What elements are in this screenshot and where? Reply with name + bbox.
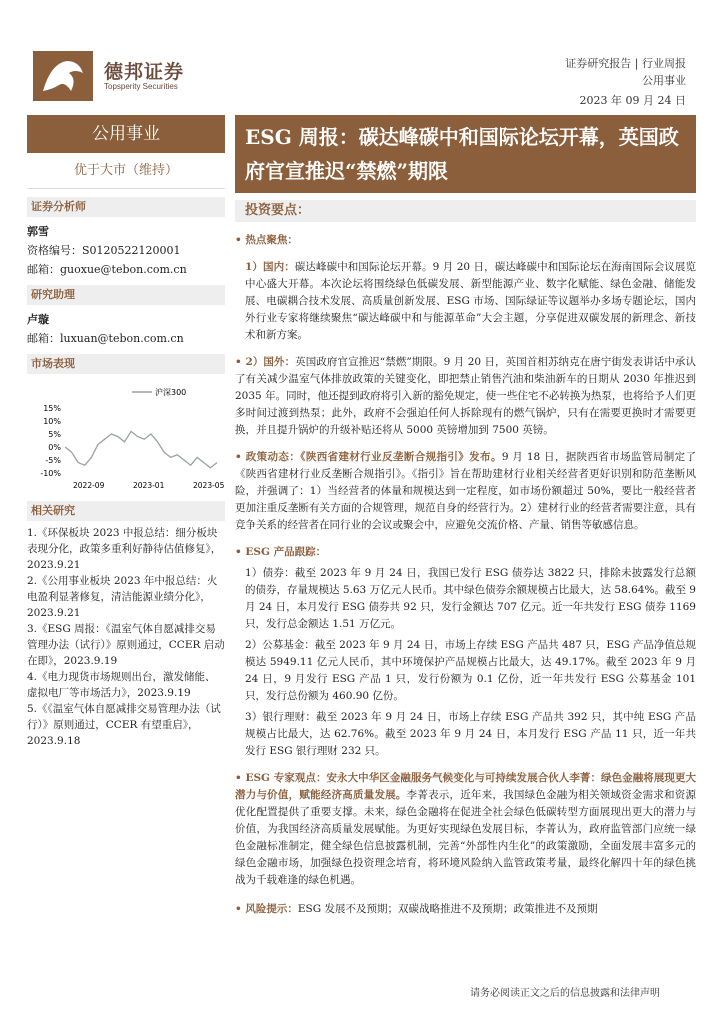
series-line xyxy=(65,431,217,467)
policy-paragraph xyxy=(235,449,696,534)
hot-paragraph-2 xyxy=(235,354,696,439)
hot2-section xyxy=(235,354,696,439)
sector-title: 公用事业 xyxy=(27,115,225,153)
investment-points-heading: 投资要点： xyxy=(235,200,696,222)
bullet-icon: • xyxy=(235,772,246,784)
hot-paragraph-1 xyxy=(235,259,696,344)
bullet-icon: • xyxy=(235,234,246,246)
report-type: 证券研究报告 | 行业周报 xyxy=(565,57,686,70)
hot1-text: 碳达峰碳中和国际论坛开幕。9 月 20 日，碳达峰碳中和国际论坛在海南国际会议展览中心盛大开幕。本次论坛将围绕绿色低碳发展、新型能源产业、数字化赋能、绿色金融、储能发展、电碳耦合技术发展、高质量创新发展、ESG 市场、国际绿证等议题举办多场专题论坛，国内外行业专家将继续聚焦“碳达峰碳中和与能源革命”大会主题，分享促进双碳发展的新理念、新技术和新方案。 xyxy=(245,261,696,341)
legend-label: 沪深300 xyxy=(155,388,187,397)
bullet-icon: • xyxy=(235,356,246,368)
footer-disclaimer: 请务必阅读正文之后的信息披露和法律声明 xyxy=(470,988,660,999)
assistant-email[interactable]: 邮箱：luxuan@tebon.com.cn xyxy=(27,332,184,345)
risk-section xyxy=(235,901,696,918)
related-item[interactable]: 1.《环保板块 2023 中报总结：细分板块表现分化，政策多重利好静待估值修复》，2023.9.21 xyxy=(27,527,222,571)
logo-text-en: Topsperity Securities xyxy=(104,82,178,91)
y-tick-label: 10% xyxy=(43,417,61,426)
esg-heading: ESG 产品跟踪： xyxy=(245,546,327,558)
hot2-label: 2）国外： xyxy=(245,356,296,368)
esg-bond: 1）债券：截至 2023 年 9 月 24 日，我国已发行 ESG 债券达 3822 只，排除未披露发行总额的债券，存量规模达 5.63 万亿元人民币。其中绿色债券余额规模占比最大，达 58.64%。截至 9 月 24 日，本月发行 ESG 债券共 92 只，发行金额达 707 亿元。近一年共发行 ESG 债券 1169 只，发行总金额达 1.51 万亿元。 xyxy=(245,567,696,630)
risk-label: 风险提示： xyxy=(245,903,298,915)
logo-text-cn: 德邦证券 xyxy=(104,61,185,83)
tebon-logo-icon xyxy=(33,51,93,101)
bullet-icon: • xyxy=(235,451,246,463)
related-heading: 相关研究 xyxy=(27,501,225,521)
y-tick-label: 5% xyxy=(48,430,61,439)
main-content xyxy=(235,115,696,918)
report-title: ESG 周报：碳达峰碳中和国际论坛开幕，英国政府官宣推迟“禁燃”期限 xyxy=(235,115,696,193)
analyst-name: 郭雪 xyxy=(27,225,49,238)
related-item[interactable]: 2.《公用事业板块 2023 年中报总结：火电盈利显著修复，清洁能源业绩分化》，2023.9.21 xyxy=(27,575,218,619)
hot-heading: 热点聚焦： xyxy=(245,234,298,246)
expert-text: 李菁表示，近年来，我国绿色金融为相关领域资金需求和资源优化配置提供了重要支撑。未来，绿色金融将在促进全社会绿色低碳转型方面展现出更大的潜力与价值，为我国经济高质量发展赋能。为更好实现绿色发展目标，李菁认为，政府监管部门应统一绿色金融标准制定，健全绿色信息披露机制，完善“外部性内生化”的政策激励，全面发展丰富多元的绿色金融市场，加强绿色投资理念培育，将环境风险纳入监管政策考量，最终化解四十年的绿色挑战为千载难逢的绿色机遇。 xyxy=(235,789,697,886)
policy-label: 政策动态：《陕西省建材行业反垄断合规指引》发布。 xyxy=(245,451,502,463)
y-tick-label: 0% xyxy=(48,443,61,452)
report-header xyxy=(0,0,724,110)
market-chart-svg xyxy=(27,378,225,493)
expert-section xyxy=(235,770,696,889)
report-industry: 公用事业 xyxy=(642,74,686,87)
esg-wealth: 3）银行理财：截至 2023 年 9 月 24 日，市场上存续 ESG 产品共 392 只，其中纯 ESG 产品规模占比最大，达 62.76%。截至 2023 年 9 月 24 日，本月发行 ESG 产品 11 只，近一年共发行 ESG 银行理财 232 只。 xyxy=(245,711,696,757)
policy-text: 9 月 18 日，据陕西省市场监管局制定了《陕西省建材行业反垄断合规指引》。《指引》旨在帮助建材行业相关经营者更好识别和防范垄断风险，并强调了：1）当经营者的体量和规模达到一定程度，如市场份额超过 50%，要比一般经营者更加注重反垄断有关方面的合规管理，规范自身的经营行为。2）建材行业的经营者需要注意，具有竞争关系的经营者在同行业的会议或聚会中，应避免交流价格、产量、销售等敏感信息。 xyxy=(235,451,697,531)
x-tick-label: 2023-01 xyxy=(133,481,165,490)
market-chart xyxy=(27,378,225,493)
expert-label: ESG 专家观点：安永大中华区金融服务气候变化与可持续发展合伙人李菁：绿色金融将展现更大潜力与价值，赋能经济高质量发展。 xyxy=(235,772,696,801)
related-item[interactable]: 3.《ESG 周报：《温室气体自愿减排交易管理办法（试行）》原则通过，CCER 启动在即》，2023.9.19 xyxy=(27,623,225,667)
expert-paragraph xyxy=(235,770,696,889)
y-tick-label: 15% xyxy=(43,404,61,413)
related-list xyxy=(27,525,225,749)
bullet-icon: • xyxy=(235,546,246,558)
hot1-label: 1）国内： xyxy=(245,261,295,273)
assistant-name: 卢璇 xyxy=(27,313,49,326)
x-tick-label: 2023-05 xyxy=(193,481,225,490)
related-item[interactable]: 4.《电力现货市场规则出台，激发储能、虚拟电厂等市场活力》，2023.9.19 xyxy=(27,671,216,699)
related-item[interactable]: 5.《《温室气体自愿减排交易管理办法（试行）》原则通过，CCER 有望重启》，2023.9.18 xyxy=(27,703,221,747)
esg-fund: 2）公募基金：截至 2023 年 9 月 24 日，市场上存续 ESG 产品共 487 只，ESG 产品净值总规模达 5949.11 亿元人民币，其中环境保护产品规模占比最大，达 49.17%。截至 2023 年 9 月 24 日，9 月发行 ESG 产品 1 只，发行份额为 0.1 亿份，近一年共发行 ESG 公募基金 101 只，发行总份额为 460.90 亿份。 xyxy=(245,639,696,702)
report-date: 2023 年 09 月 24 日 xyxy=(579,94,686,107)
market-heading: 市场表现 xyxy=(27,354,225,374)
x-tick-label: 2022-09 xyxy=(73,481,105,490)
risk-text: ESG 发展不及预期；双碳战略推进不及预期；政策推进不及预期 xyxy=(297,903,598,915)
y-tick-label: -10% xyxy=(40,469,61,478)
analyst-email[interactable]: 邮箱：guoxue@tebon.com.cn xyxy=(27,263,187,276)
left-sidebar xyxy=(27,115,225,749)
y-tick-label: -5% xyxy=(45,456,61,465)
bullet-icon: • xyxy=(235,903,246,915)
analyst-cert: 资格编号：S0120522120001 xyxy=(27,244,181,257)
policy-section xyxy=(235,449,696,534)
analyst-heading: 证券分析师 xyxy=(27,197,225,217)
hot-section xyxy=(235,232,696,344)
rating: 优于大市（维持） xyxy=(27,153,225,189)
assistant-heading: 研究助理 xyxy=(27,285,225,305)
esg-section xyxy=(235,544,696,760)
hot2-text: 英国政府官宣推迟“禁燃”期限。9 月 20 日，英国首相苏纳克在唐宁街发表讲话中承认了有关减少温室气体排放政策的关键变化，即把禁止销售汽油和柴油新车的日期从 2030 年推迟到 2035 年。同时，他还提到政府将引入新的豁免规定，使一些住宅不必转换为热泵，也将给予人们更多时间过渡到热泵；此外，政府不会强迫任何人拆除现有的燃气锅炉，只有在需要更换时才需要更换，并且提升锅炉的升级补贴还将从 5000 英镑增加到 7500 英镑。 xyxy=(235,356,696,436)
